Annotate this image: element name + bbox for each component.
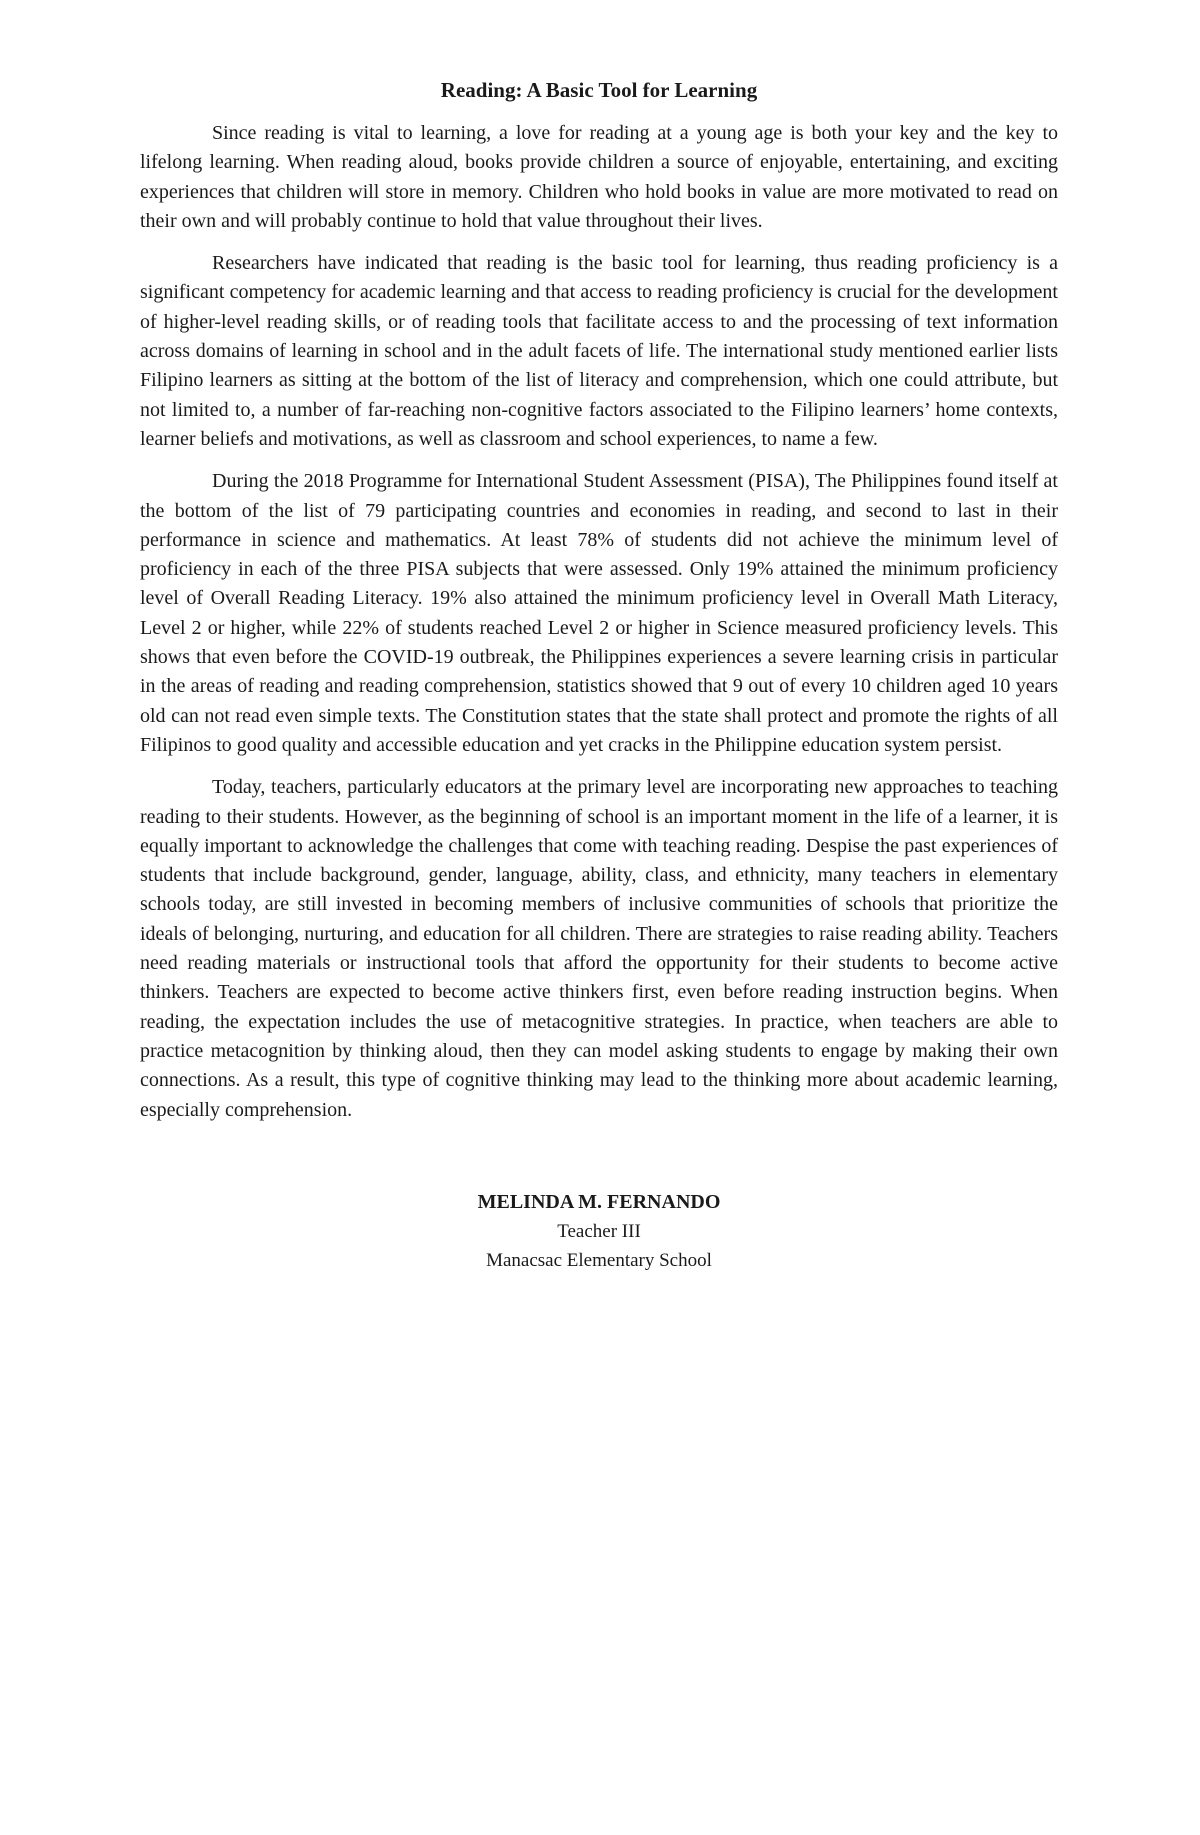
author-name: MELINDA M. FERNANDO	[477, 1190, 721, 1213]
page-title: Reading: A Basic Tool for Learning	[440, 78, 758, 102]
author-school: Manacsac Elementary School	[486, 1249, 712, 1271]
paragraph-4: Today, teachers, particularly educators at the primary level are incorporating new approaches to teaching reading to their students. However, as the beginning of school is an important moment in the life of a learner, it is equally important to acknowledge the challenges that come with teaching reading. Despise the past experiences of students that include background, gender, language, ability, class, and ethnicity, many teachers in elementary schools today, are still invested in becoming members of inclusive communities of schools that prioritize the ideals of belonging, nurturing, and education for all children. There are strategies to raise reading ability. Teachers need reading materials or instructional tools that afford the opportunity for their students to become active thinkers. Teachers are expected to become active thinkers first, even before reading instruction begins. When reading, the expectation includes the use of metacognitive strategies. In practice, when teachers are able to practice metacognition by thinking aloud, then they can model asking students to engage by making their own connections. As a result, this type of cognitive thinking may lead to the thinking more about academic learning, especially comprehension.	[140, 776, 1058, 1121]
paragraph-2: Researchers have indicated that reading is the basic tool for learning, thus reading proficiency is a significant competency for academic learning and that access to reading proficiency is crucial for the development of higher-level reading skills, or of reading tools that facilitate access to and the processing of text information across domains of learning in school and in the adult facets of life. The international study mentioned earlier lists Filipino learners as sitting at the bottom of the list of literacy and comprehension, which one could attribute, but not limited to, a number of far-reaching non-cognitive factors associated to the Filipino learners’ home contexts, learner beliefs and motivations, as well as classroom and school experiences, to name a few.	[140, 252, 1058, 450]
author-position: Teacher III	[557, 1220, 641, 1242]
signature-block	[140, 1188, 1058, 1275]
paragraph-3: During the 2018 Programme for International Student Assessment (PISA), The Philippines found itself at the bottom of the list of 79 participating countries and economies in reading, and second to last in their performance in science and mathematics. At least 78% of students did not achieve the minimum level of proficiency in each of the three PISA subjects that were assessed. Only 19% attained the minimum proficiency level of Overall Reading Literacy. 19% also attained the minimum proficiency level in Overall Math Literacy, Level 2 or higher, while 22% of students reached Level 2 or higher in Science measured proficiency levels. This shows that even before the COVID-19 outbreak, the Philippines experiences a severe learning crisis in particular in the areas of reading and reading comprehension, statistics showed that 9 out of every 10 children aged 10 years old can not read even simple texts. The Constitution states that the state shall protect and promote the rights of all Filipinos to good quality and accessible education and yet cracks in the Philippine education system persist.	[140, 470, 1058, 756]
paragraph-1: Since reading is vital to learning, a love for reading at a young age is both your key and the key to lifelong learning. When reading aloud, books provide children a source of enjoyable, entertaining, and exciting experiences that children will store in memory. Children who hold books in value are more motivated to read on their own and will probably continue to hold that value throughout their lives.	[140, 122, 1058, 232]
document-body	[140, 76, 1058, 1275]
